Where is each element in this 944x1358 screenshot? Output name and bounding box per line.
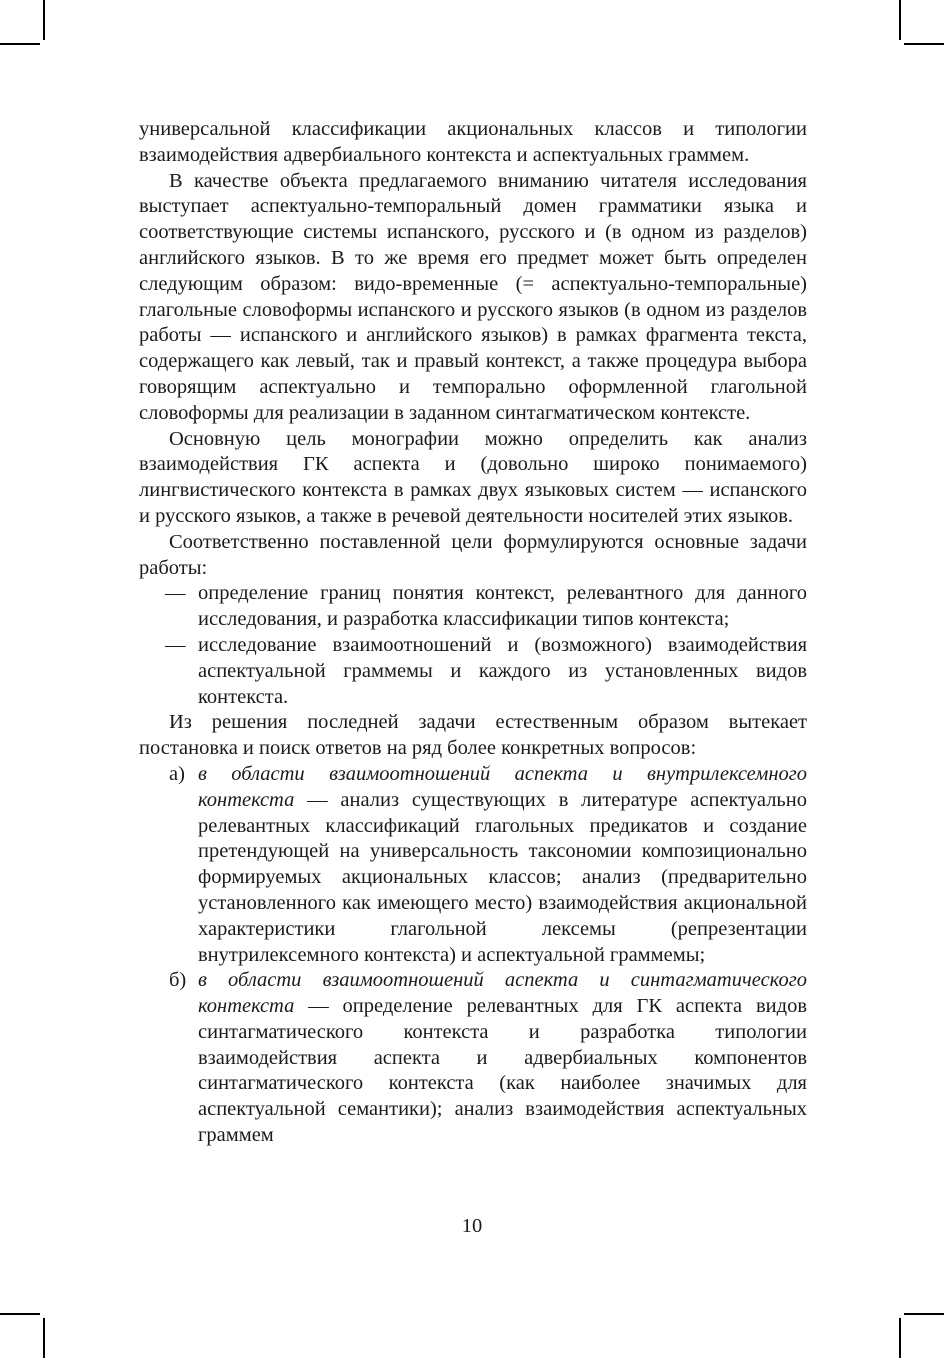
paragraph-object-subject: В качестве объекта предлагаемого вниманию читателя исследования выступает аспектуально-темпоральный домен грамматики языка и соответствующие системы испанского, русского и (в одном из разделов) английского языков. В то же время его предмет может быть определен следующим образом: видо-временные (= аспектуально-темпоральные) глагольные словоформы испанского и русского языков (в одном из разделов работы — испанского и английского языков) в рамках фрагмента текста, содержащего как левый, так и правый контекст, а также процедура выбора говорящим аспектуально и темпорально оформленной глагольной словоформы для реализации в заданном синтагматическом контексте. [139,169,807,424]
task-text: исследование взаимоотношений и (возможного) взаимодействия аспектуальной граммемы и каждого из установленных видов контекста. [198,633,807,708]
paragraph-goal: Основную цель монографии можно определить как анализ взаимодействия ГК аспекта и (довольно широко понимаемого) лингвистического контекста в рамках двух языковых систем — испанского и русского языков, а также в речевой деятельности носителей этих языков. [139,427,807,527]
question-topic-italic: в области взаимоотношений аспекта и синтагматического контекста [198,969,807,1018]
crop-mark-bottom-left-vertical [43,1318,45,1358]
crop-mark-top-right-horizontal [904,43,944,45]
list-dash-marker: — [165,582,186,605]
crop-mark-bottom-right-vertical [899,1318,901,1358]
crop-mark-top-left-horizontal [0,43,40,45]
paragraph-questions-intro: Из решения последней задачи естественным образом вытекает постановка и поиск ответов на ряд более конкретных вопросов: [139,711,807,760]
task-text: определение границ понятия контекст, релевантного для данного исследования, и разработка классификации типов контекста; [198,582,807,631]
paragraph-continuation: универсальной классификации акциональных классов и типологии взаимодействия адвербиального контекста и аспектуальных граммем. [139,118,807,166]
question-list-item [139,762,807,968]
task-list-item [139,633,807,710]
list-letter-marker: а) [169,762,185,785]
list-letter-marker: б) [169,969,187,992]
question-list-item [139,968,807,1149]
crop-mark-top-left-vertical [43,0,45,40]
question-text: — определение релевантных для ГК аспекта видов синтагматического контекста и разработка типологии взаимодействия аспекта и адвербиальных компонентов синтагматического контекста (как наиболее значимых для аспектуальной семантики); анализ взаимодействия аспектуальных граммем [198,995,807,1147]
task-list-item [139,581,807,633]
crop-mark-top-right-vertical [899,0,901,40]
list-dash-marker: — [165,633,186,656]
question-text: — анализ существующих в литературе аспектуально релевантных классификаций глагольных предикатов и создание претендующей на универсальность таксономии композиционально формируемых акциональных классов; анализ (предварительно установленного как имеющего место) взаимодействия акциональной характеристики глагольной лексемы (репрезентации внутрилексемного контекста) и аспектуальной граммемы; [198,788,807,966]
page-number: 10 [461,1215,483,1237]
crop-mark-bottom-left-horizontal [0,1313,40,1315]
question-topic-italic: в области взаимоотношений аспекта и внутрилексемного контекста [198,762,807,811]
crop-mark-bottom-right-horizontal [904,1313,944,1315]
page-body [139,117,807,1149]
paragraph-tasks-intro: Соответственно поставленной цели формулируются основные задачи работы: [139,530,807,579]
